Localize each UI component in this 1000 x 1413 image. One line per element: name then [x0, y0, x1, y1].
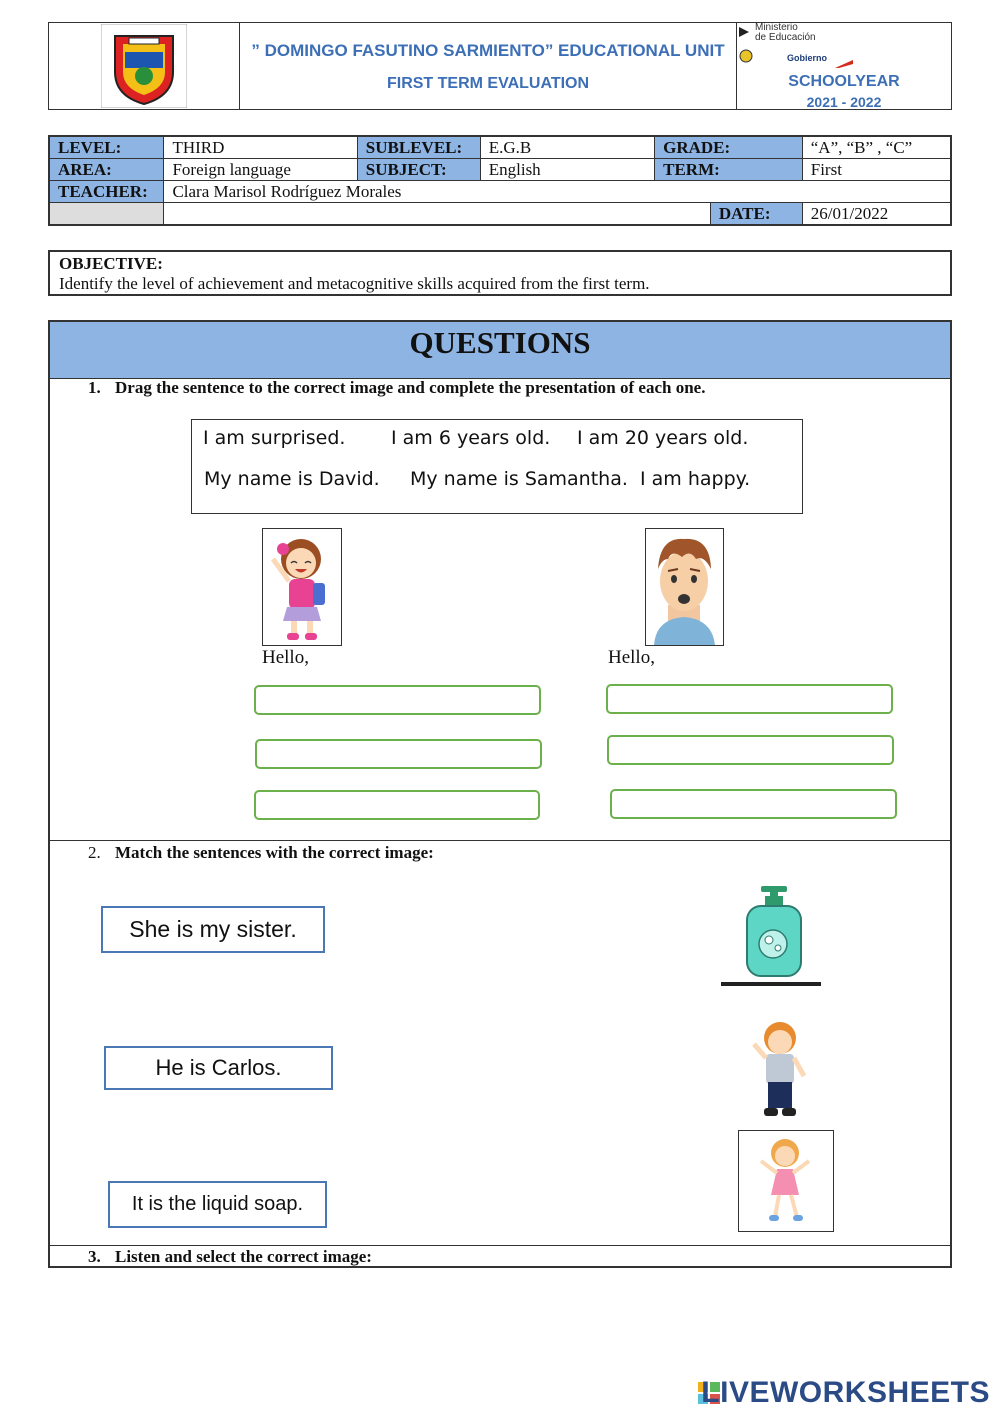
questions-title: QUESTIONS: [50, 322, 950, 379]
answer-box-right-1[interactable]: [606, 684, 893, 714]
area-label: AREA:: [49, 159, 164, 181]
level-value: THIRD: [164, 136, 357, 159]
answer-box-right-3[interactable]: [610, 789, 897, 819]
answer-box-left-3[interactable]: [254, 790, 540, 820]
evaluation-title: FIRST TERM EVALUATION: [386, 75, 590, 92]
grade-value: “A”, “B” , “C”: [802, 136, 951, 159]
ecuador-seal-icon: [739, 49, 753, 63]
answer-box-left-1[interactable]: [254, 685, 541, 715]
carlos-boy-image: [750, 1018, 812, 1122]
teacher-label: TEACHER:: [49, 181, 164, 203]
flag-stripe-icon: [835, 55, 853, 63]
blank-wide-cell: [164, 203, 710, 226]
sublevel-label: SUBLEVEL:: [357, 136, 480, 159]
question-1: 1. Drag the sentence to the correct image and complete the presentation of each one.: [88, 378, 706, 397]
objective-label: OBJECTIVE:: [59, 254, 163, 273]
liveworksheets-brand: LIVEWORKSHEETS: [701, 1376, 990, 1409]
ministry-text: Ministerio de Educación: [755, 22, 816, 43]
sentence-chip[interactable]: My name is Samantha.: [410, 468, 628, 490]
answer-box-right-2[interactable]: [607, 735, 894, 765]
hello-left: Hello,: [262, 647, 309, 668]
school-year-label: SCHOOLYEAR: [788, 73, 900, 90]
school-crest-icon: [101, 24, 187, 108]
school-logo-cell: [49, 23, 240, 109]
school-year: 2021 - 2022: [806, 94, 882, 110]
answer-box-left-2[interactable]: [255, 739, 542, 769]
blank-cell: [49, 203, 164, 226]
grade-label: GRADE:: [655, 136, 803, 159]
sentence-chip[interactable]: I am 20 years old.: [577, 427, 749, 449]
level-label: LEVEL:: [49, 136, 164, 159]
divider-q3: [50, 1245, 950, 1246]
school-name: ” DOMINGO FASUTINO SARMIENTO” EDUCATIONAL UNIT: [251, 41, 725, 60]
sentence-liquid-soap[interactable]: It is the liquid soap.: [108, 1181, 327, 1228]
teacher-value: Clara Marisol Rodríguez Morales: [164, 181, 951, 203]
happy-girl-image: [262, 528, 342, 646]
school-header: [48, 22, 952, 110]
student-info-table: [48, 135, 952, 226]
sentence-chip[interactable]: I am surprised.: [203, 427, 346, 449]
question-3: 3. Listen and select the correct image:: [88, 1247, 372, 1266]
sentence-chip[interactable]: I am happy.: [640, 468, 751, 490]
ministry-cell: [736, 23, 951, 109]
sentence-chip[interactable]: I am 6 years old.: [391, 427, 551, 449]
sentence-chip[interactable]: My name is David.: [204, 468, 380, 490]
sublevel-value: E.G.B: [480, 136, 654, 159]
sentence-she-is-my-sister[interactable]: She is my sister.: [101, 906, 325, 953]
question-2: 2. Match the sentences with the correct image:: [88, 843, 434, 862]
liquid-soap-image: [721, 882, 821, 988]
term-label: TERM:: [655, 159, 803, 181]
sister-girl-image: [738, 1130, 834, 1232]
date-value: 26/01/2022: [802, 203, 951, 226]
subject-label: SUBJECT:: [357, 159, 480, 181]
subject-value: English: [480, 159, 654, 181]
word-bank: [191, 419, 803, 514]
surprised-boy-image: [645, 528, 724, 646]
hello-right: Hello,: [608, 647, 655, 668]
divider-q2: [50, 840, 950, 841]
objective-box: [48, 250, 952, 296]
term-value: First: [802, 159, 951, 181]
objective-text: Identify the level of achievement and metacognitive skills acquired from the first term.: [59, 274, 650, 293]
sentence-he-is-carlos[interactable]: He is Carlos.: [104, 1046, 333, 1090]
area-value: Foreign language: [164, 159, 357, 181]
gobierno-logo: Gobierno: [787, 53, 827, 63]
date-label: DATE:: [710, 203, 802, 226]
ministry-arrow-icon: [739, 24, 749, 34]
